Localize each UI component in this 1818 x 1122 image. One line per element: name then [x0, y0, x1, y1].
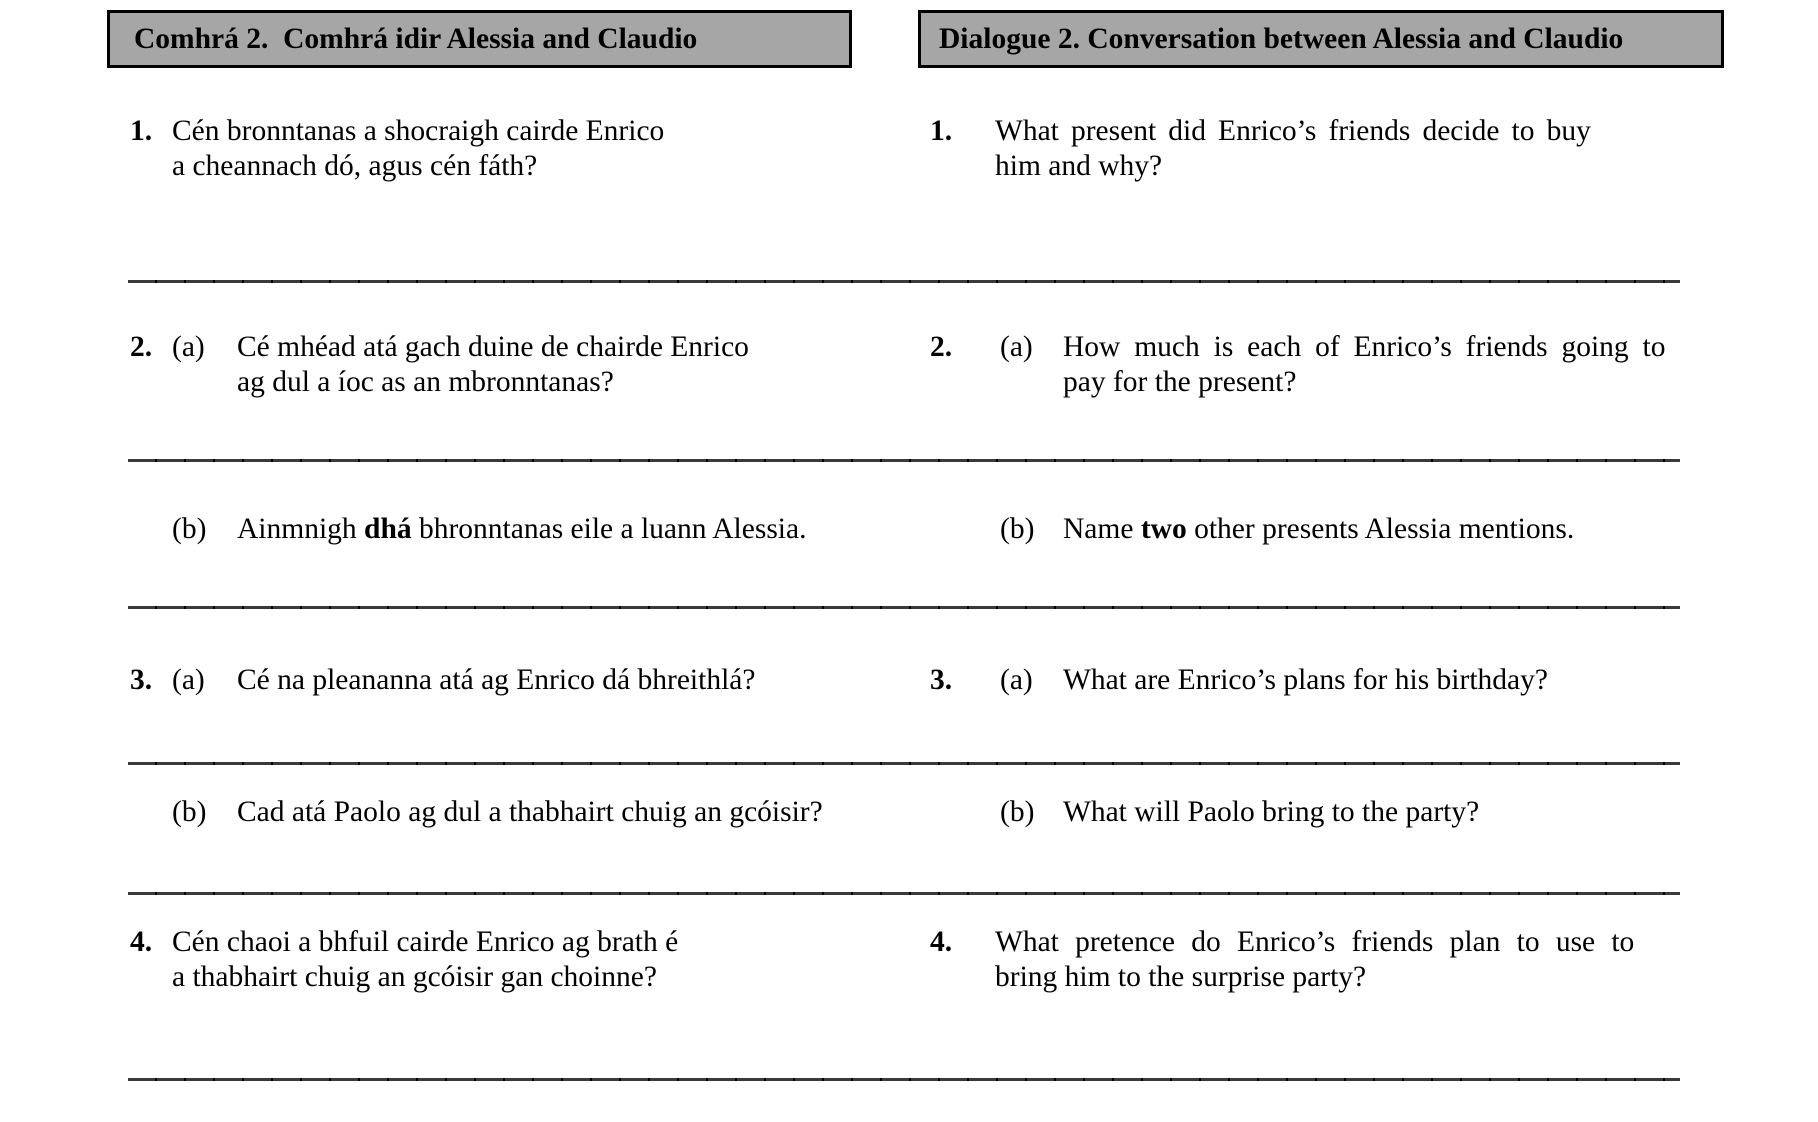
question-2b-text-irish [237, 512, 806, 547]
question-2a-irish-line1: Cé mhéad atá gach duine de chairde Enrico [237, 331, 749, 363]
question-2a-label-english: (a) [1000, 331, 1033, 363]
question-2a-text-irish [237, 330, 749, 400]
irish-section-header-label: Comhrá 2. Comhrá idir Alessia and Claudio [134, 22, 698, 55]
question-4-number-irish: 4. [130, 926, 153, 958]
answer-line-2 [128, 459, 1680, 462]
question-2b-irish-bold-word: dhá [364, 513, 412, 545]
question-3-number-english: 3. [930, 664, 953, 696]
question-3b-text-irish: Cad atá Paolo ag dul a thabhairt chuig an gcóisir? [237, 796, 823, 828]
question-2b-english-pre: Name [1063, 513, 1141, 545]
question-4-english-line1: What pretence do Enrico’s friends plan to use to [995, 926, 1635, 958]
question-1-number-english: 1. [930, 115, 953, 147]
answer-line-6 [128, 1078, 1680, 1081]
answer-line-3 [128, 606, 1680, 609]
question-2b-irish-post: bhronntanas eile a luann Alessia. [411, 513, 807, 545]
question-2-number-irish: 2. [130, 331, 153, 363]
question-2a-irish-line2: ag dul a íoc as an mbronntanas? [237, 366, 614, 398]
answer-line-1 [128, 280, 1680, 283]
question-2b-text-english [1063, 512, 1574, 547]
question-1-text-irish [172, 114, 664, 184]
question-2b-label-english: (b) [1000, 513, 1035, 545]
question-4-english-line2: bring him to the surprise party? [995, 961, 1367, 993]
question-3b-text-english: What will Paolo bring to the party? [1063, 796, 1480, 828]
irish-section-header [107, 10, 852, 68]
question-4-irish-line2: a thabhairt chuig an gcóisir gan choinne? [172, 961, 657, 993]
question-4-text-irish [172, 925, 678, 995]
question-4-irish-line1: Cén chaoi a bhfuil cairde Enrico ag brath é [172, 926, 679, 958]
question-1-text-english [995, 114, 1591, 184]
question-1-english-line2: him and why? [995, 150, 1163, 182]
question-2b-label-irish: (b) [172, 513, 207, 545]
question-3a-label-irish: (a) [172, 664, 205, 696]
question-1-number-irish: 1. [130, 115, 153, 147]
question-3b-label-english: (b) [1000, 796, 1035, 828]
question-2a-label-irish: (a) [172, 331, 205, 363]
answer-line-5 [128, 892, 1680, 895]
question-2b-english-bold-word: two [1140, 513, 1187, 545]
question-2b-irish-pre: Ainmnigh [237, 513, 365, 545]
question-3a-text-english: What are Enrico’s plans for his birthday? [1063, 664, 1548, 696]
question-1-irish-line2: a cheannach dó, agus cén fáth? [172, 150, 538, 182]
question-2a-english-line2: pay for the present? [1063, 366, 1297, 398]
english-section-header-label: Dialogue 2. Conversation between Alessia and Claudio [939, 22, 1624, 55]
question-1-english-line1: What present did Enrico’s friends decide to buy [995, 115, 1591, 147]
question-2a-text-english [1063, 330, 1665, 400]
question-1-irish-line1: Cén bronntanas a shocraigh cairde Enrico [172, 115, 665, 147]
question-3a-text-irish: Cé na pleananna atá ag Enrico dá bhreithlá? [237, 664, 756, 696]
question-3-number-irish: 3. [130, 664, 153, 696]
question-4-number-english: 4. [930, 926, 953, 958]
question-2a-english-line1: How much is each of Enrico’s friends going to [1063, 331, 1666, 363]
answer-line-4 [128, 762, 1680, 765]
english-section-header [918, 10, 1724, 68]
question-3b-label-irish: (b) [172, 796, 207, 828]
question-3a-label-english: (a) [1000, 664, 1033, 696]
question-4-text-english [995, 925, 1634, 995]
question-2-number-english: 2. [930, 331, 953, 363]
question-2b-english-post: other presents Alessia mentions. [1186, 513, 1575, 545]
